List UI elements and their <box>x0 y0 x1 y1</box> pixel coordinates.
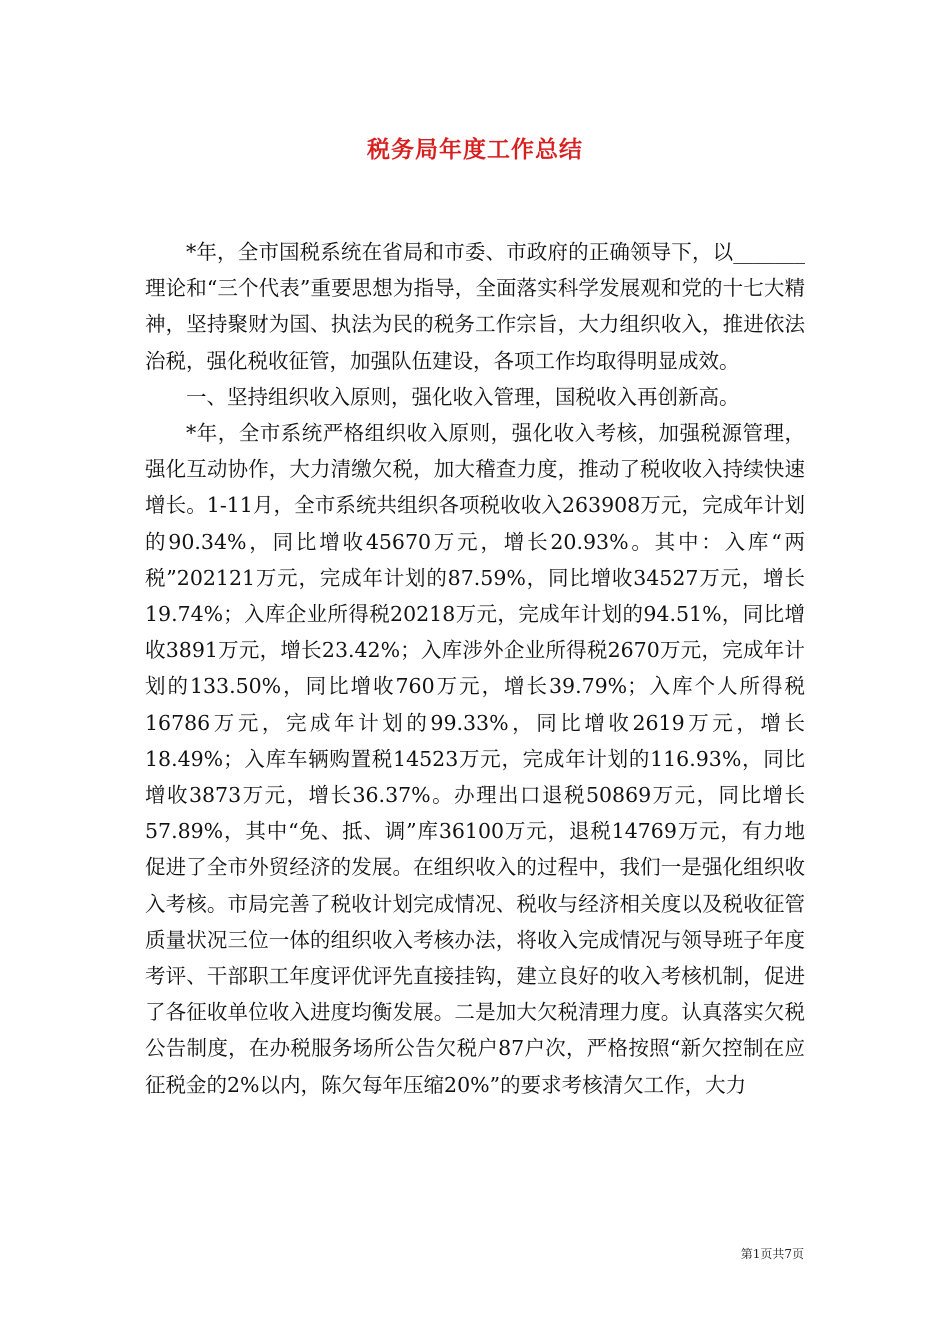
section-heading-1: 一、坚持组织收入原则，强化收入管理，国税收入再创新高。 <box>186 384 740 409</box>
page-number: 第1页共7页 <box>740 1247 804 1261</box>
document-title: 税务局年度工作总结 <box>367 136 583 163</box>
paragraph-intro: *年，全市国税系统在省局和市委、市政府的正确领导下，以_______理论和“三个代表”重要思想为指导，全面落实科学发展观和党的十七大精神，坚持聚财为国、执法为民的税务工作宗旨，大力组织收入，推进依法治税，强化税收征管，加强队伍建设，各项工作均取得明显成效。 <box>145 240 805 373</box>
document-body <box>145 234 805 1103</box>
paragraph-revenue: *年，全市系统严格组织收入原则，强化收入考核，加强税源管理，强化互动协作，大力清缴欠税，加大稽查力度，推动了税收收入持续快速增长。1-11月，全市系统共组织各项税收收入263908万元，完成年计划的90.34%，同比增收45670万元，增长20.93%。其中：入库“两税”202121万元，完成年计划的87.59%，同比增收34527万元，增长19.74%；入库企业所得税20218万元，完成年计划的94.51%，同比增收3891万元，增长23.42%；入库涉外企业所得税2670万元，完成年计划的133.50%，同比增收760万元，增长39.79%；入库个人所得税16786万元，完成年计划的99.33%，同比增收2619万元，增长18.49%；入库车辆购置税14523万元，完成年计划的116.93%，同比增收3873万元，增长36.37%。办理出口退税50869万元，同比增长57.89%，其中“免、抵、调”库36100万元，退税14769万元，有力地促进了全市外贸经济的发展。在组织收入的过程中，我们一是强化组织收入考核。市局完善了税收计划完成情况、税收与经济相关度以及税收征管质量状况三位一体的组织收入考核办法，将收入完成情况与领导班子年度考评、干部职工年度评优评先直接挂钩，建立良好的收入考核机制，促进了各征收单位收入进度均衡发展。二是加大欠税清理力度。认真落实欠税公告制度，在办税服务场所公告欠税户87户次，严格按照“新欠控制在应征税金的2%以内，陈欠每年压缩20%”的要求考核清欠工作，大力 <box>145 421 805 1097</box>
